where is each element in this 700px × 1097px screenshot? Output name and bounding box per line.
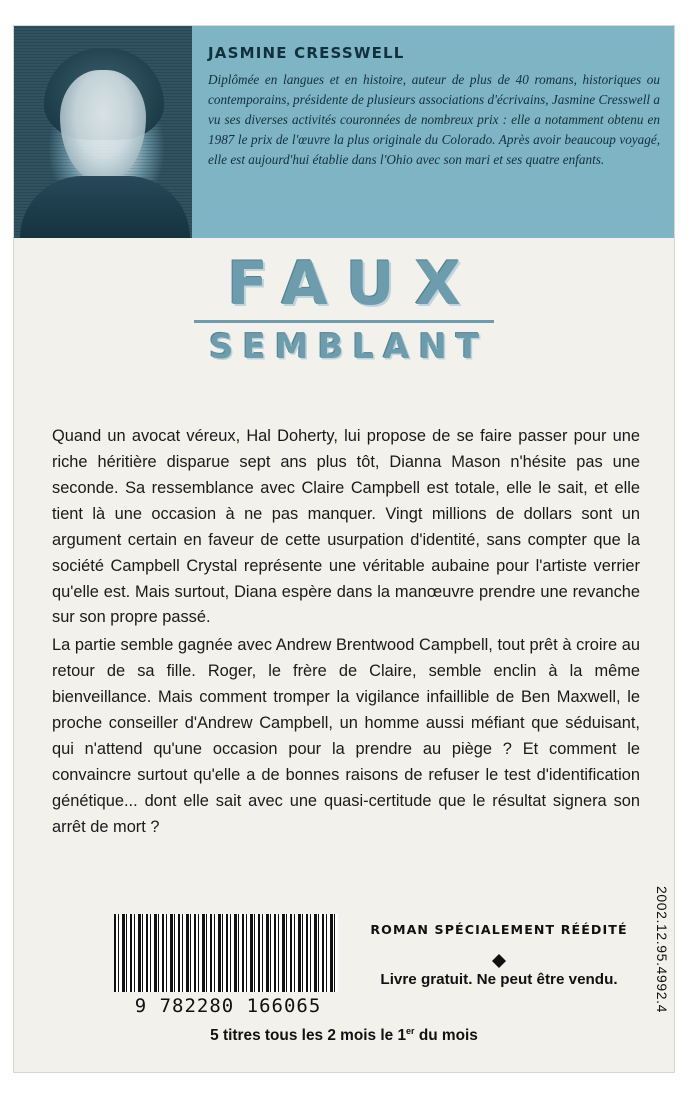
publication-schedule xyxy=(14,1026,674,1045)
author-band xyxy=(14,26,674,238)
blurb-paragraph-2: La partie semble gagnée avec Andrew Brentwood Campbell, tout prêt à croire au retour de sa fille. Roger, le frère de Claire, semble enclin à la même bienveillance. Mais comment tromper la vigilance infaillible de Ben Maxwell, le proche conseiller d'Andrew Campbell, un homme aussi méfiant que séduisant, qui n'attend qu'une occasion pour la prendre au piège ? Et comment le convaincre surtout qu'elle a de bonnes raisons de refuser le test d'identification génétique... dont elle sait avec une quasi-certitude que le résultat signera son arrêt de mort ? xyxy=(52,636,640,836)
diamond-icon xyxy=(492,947,506,961)
book-title-main: FAUX xyxy=(227,249,481,319)
book-back-cover xyxy=(14,26,674,1072)
schedule-ordinal: er xyxy=(406,1026,415,1036)
author-photo xyxy=(14,26,192,238)
barcode xyxy=(114,914,342,1017)
portrait-face-shape xyxy=(60,70,146,182)
author-text-block xyxy=(192,26,674,238)
author-name: JASMINE CRESSWELL xyxy=(208,44,405,62)
barcode-digits: 9 782280 166065 xyxy=(134,995,322,1017)
schedule-text-end: du mois xyxy=(414,1027,478,1045)
title-divider xyxy=(194,320,494,323)
free-book-note: Livre gratuit. Ne peut être vendu. xyxy=(380,971,618,988)
back-cover-blurb xyxy=(52,424,640,843)
portrait-shoulders-shape xyxy=(20,176,190,238)
schedule-text-start: 5 titres tous les 2 mois le 1 xyxy=(210,1027,407,1045)
book-title-sub: SEMBLANT xyxy=(208,327,489,367)
blurb-paragraph-1: Quand un avocat véreux, Hal Doherty, lui propose de se faire passer pour une riche héritière disparue sept ans plus tôt, Dianna Mason n'hésite pas une seconde. Sa ressemblance avec Claire Campbell est totale, elle le sait, et elle tient là une occasion à ne pas manquer. Vingt millions de dollars sont un argument certain en faveur de cette usurpation d'identité, sans compter que la société Campbell Crystal représente une véritable aubaine pour l'artiste verrier qu'elle est. Mais surtout, Diana espère dans la manœuvre prendre une revanche sur son propre passé. xyxy=(52,427,640,627)
barcode-bars xyxy=(114,914,338,992)
edition-code: 2002.12.95.4992.4 xyxy=(654,886,670,1013)
reissue-note: ROMAN SPÉCIALEMENT RÉÉDITÉ xyxy=(370,922,628,937)
book-title-block xyxy=(14,249,674,367)
footer-notes xyxy=(354,922,644,988)
author-biography: Diplômée en langues et en histoire, auteur de plus de 40 romans, historiques ou contemporains, présidente de plusieurs associations d'écrivains, Jasmine Cresswell a vu ses diverses activités couronnées de nombreux prix : elle a notamment obtenu en 1987 le prix de l'œuvre la plus originale du Colorado. Après avoir beaucoup voyagé, elle est aujourd'hui établie dans l'Ohio avec son mari et ses quatre enfants. xyxy=(208,72,660,168)
